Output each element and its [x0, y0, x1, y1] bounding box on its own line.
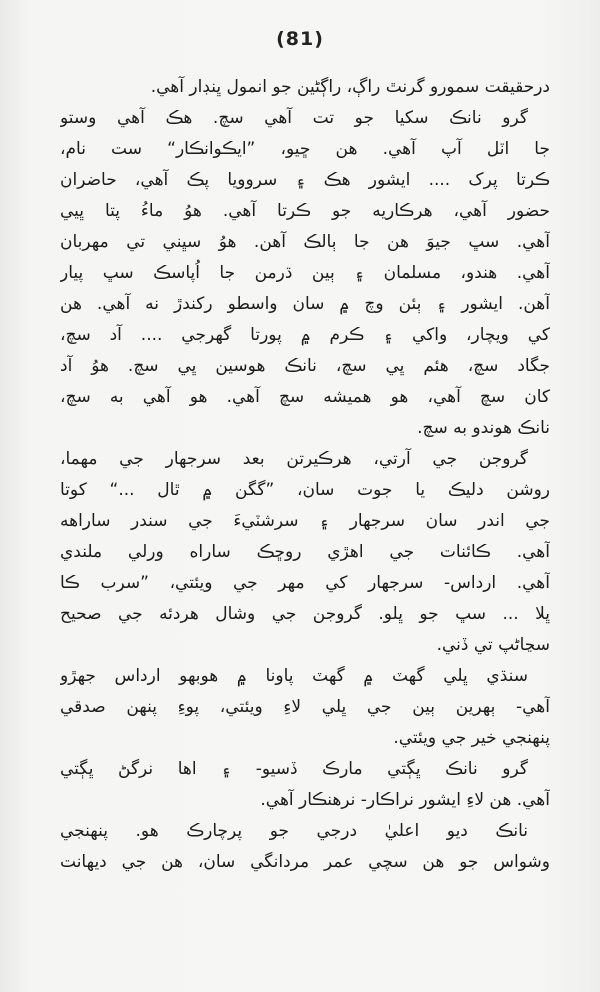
text-line: حضور آهي، هرڪاريه جو ڪرتا آهي. هوُ ماءُ پتا ڀيي [60, 201, 550, 221]
text-line: ڀلا ... سڀ جو ڀلو. گروجن جي وشال هردئه جي صحيح [60, 604, 550, 624]
body-text [60, 72, 550, 878]
text-line: کان سچ آهي، هو هميشه سچ آهي. هو آهي به سچ، [60, 387, 550, 407]
text-line: سنڌي ڀلي گهٽ ۾ گهٽ پاونا ۾ هوبهو ارداس جهڙو [60, 666, 528, 686]
text-line: کي ويچار، واکي ۽ ڪرم ۾ پورتا گهرجي .... آد سچ، [60, 325, 550, 345]
text-line: آهي. هندو، مسلمان ۽ ٻين ڌرمن جا اُپاسڪ سڀ پيار [60, 263, 550, 283]
text-line: روشن دليڪ يا جوت سان، ”گگن ۾ ٿال ...“ کوتا [60, 480, 550, 500]
text-line: آهي. سڀ جيوَ هن جا ٻالڪ آهن. هوُ سڀني تي مهربان [60, 232, 550, 252]
text-line: سڃاڻپ تي ڏني. [436, 635, 550, 655]
text-line: جگاد سچ، هئم ڀي سچ، نانڪ هوسين ڀي سچ. هوُ آد [60, 356, 550, 376]
text-line: آهن. ايشور ۽ ٻئن وچ ۾ سان واسطو رکندڙ نه آهي. هن [60, 294, 550, 314]
text-line: آهي. ارداس- سرجهار کي مهر جي ويئتي، ”سرب ڪا [60, 573, 550, 593]
page-number: (81) [276, 28, 324, 50]
text-line: آهي. ڪائنات جي اهڙي روڇڪ ساراه ورلي ملندي [60, 542, 550, 562]
text-line: جا اٽل آپ آهي. هن ڇيو، ”ايڪوانڪار“ ست نام، [60, 139, 550, 159]
text-line: نانڪ هوندو به سچ. [417, 418, 550, 438]
text-line: نانڪ ديو اعليٰ درجي جو پرچارڪ هو. پنهنجي [60, 821, 528, 841]
text-line: درحقيقت سمورو گرنٿ راڳ، راڳڻين جو انمول ڀنڊار آهي. [150, 77, 550, 97]
text-line: ڪرتا پرک .... ايشور هڪ ۽ سروويا پڪ آهي، حاضران [60, 170, 550, 190]
text-line: گرو نانڪ ڀڳتي مارڪ ڏسيو- ۽ اها نرگڻ ڀڳتي [60, 759, 528, 779]
text-line: پنهنجي خير جي ويئتي. [393, 728, 550, 748]
text-line: وشواس جو هن سچي عمر مردانگي سان، هن جي ديهانت [60, 852, 550, 872]
text-line: گروجن جي آرتي، هرڪيرتن بعد سرجهار جي مهما، [60, 449, 528, 469]
text-line: گرو نانڪ سکيا جو تت آهي سچ. هڪ آهي وستو [60, 108, 528, 128]
text-line: آهي- ٻهرين ٻين جي ڀلي لاءِ ويئتي، پوءِ پنهن صدقي [60, 697, 550, 717]
text-line: آهي. هن لاءِ ايشور نراڪار- نرهنڪار آهي. [260, 790, 550, 810]
text-line: جي اندر سان سرجهار ۽ سرشٽيءَ جي سندر ساراهه [60, 511, 550, 531]
